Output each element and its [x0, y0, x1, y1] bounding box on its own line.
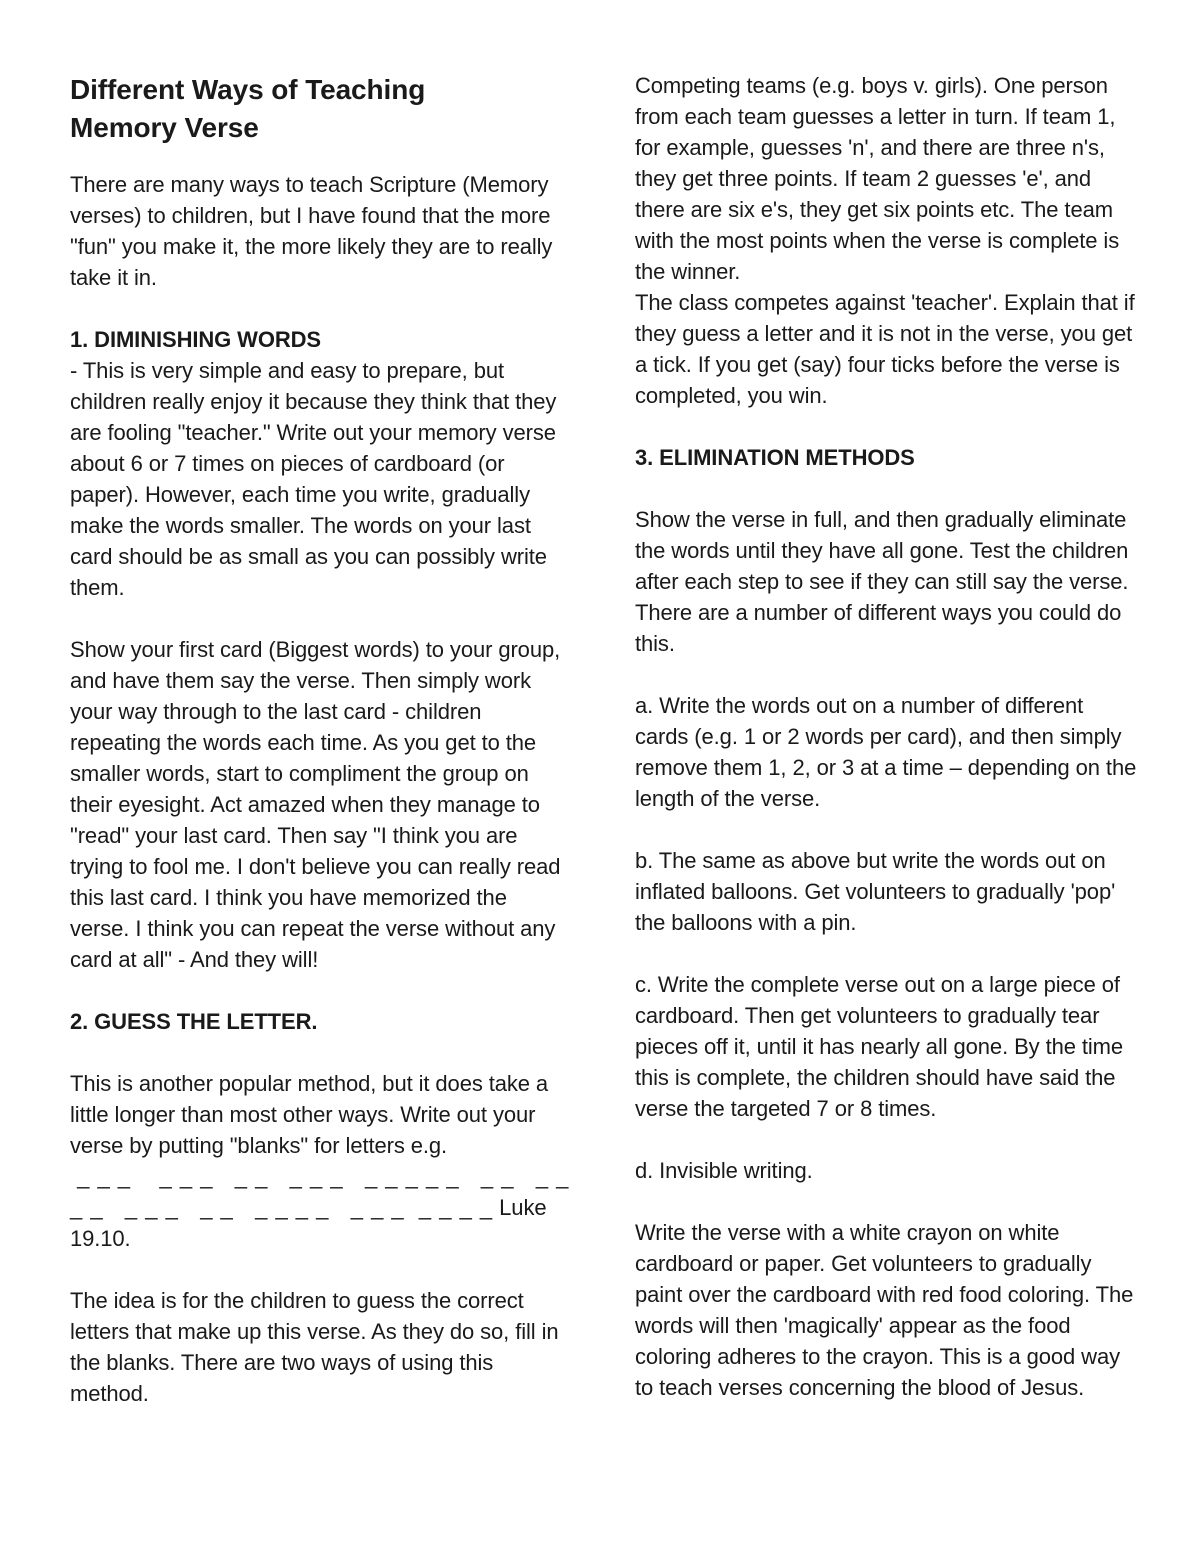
section-3-heading: 3. ELIMINATION METHODS	[635, 445, 915, 470]
blanks-line-2-row	[70, 1192, 570, 1223]
title-line-1: Different Ways of Teaching	[70, 74, 426, 105]
section-1-paragraph-1: - This is very simple and easy to prepare, but children really enjoy it because they think that they are fooling "teacher." Write out your memory verse about 6 or 7 times on pieces of cardboard (or paper). However, each time you write, gradually make the words smaller. The words on your last card should be as small as you can possibly write them.	[70, 358, 557, 600]
right-column	[635, 70, 1140, 1434]
section-2-paragraph-3: Competing teams (e.g. boys v. girls). One person from each team guesses a letter in turn. If team 1, for example, guesses 'n', and there are three n's, they get three points. If team 2 guesses 'e', and there are six e's, they get six points etc. The team with the most points when the verse is complete is the winner.	[635, 73, 1120, 284]
title-line-2: Memory Verse	[70, 112, 259, 143]
section-1-heading: 1. DIMINISHING WORDS	[70, 327, 322, 352]
page-title	[70, 70, 570, 147]
section-3-item-a: a. Write the words out on a number of different cards (e.g. 1 or 2 words per card), and then simply remove them 1, 2, or 3 at a time – depending on the length of the verse.	[635, 693, 1137, 811]
section-3-item-c: c. Write the complete verse out on a large piece of cardboard. Then get volunteers to gradually tear pieces off it, until it has nearly all gone. By the time this is complete, the children should have said the verse the targeted 7 or 8 times.	[635, 972, 1124, 1121]
section-3-paragraph-1: Show the verse in full, and then gradually eliminate the words until they have all gone. Test the children after each step to see if they can still say the verse. There are a number of different ways you could do this.	[635, 507, 1129, 656]
blank-letters-example	[70, 1161, 570, 1254]
section-2-paragraph-4: The class competes against 'teacher'. Explain that if they guess a letter and it is not in the verse, you get a tick. If you get (say) four ticks before the verse is completed, you win.	[635, 290, 1135, 408]
blanks-line-1: _ _ _ _ _ _ _ _ _ _ _ _ _ _ _ _ _ _ _ _	[70, 1164, 570, 1189]
verse-reference-chapter: 19.10.	[70, 1226, 131, 1251]
section-2-paragraph-2: The idea is for the children to guess the correct letters that make up this verse. As they do so, fill in the blanks. There are two ways of using this method.	[70, 1288, 559, 1406]
section-2-paragraph-1: This is another popular method, but it does take a little longer than most other ways. Write out your verse by putting "blanks" for letters e.g.	[70, 1071, 549, 1158]
section-3-item-d-text: Write the verse with a white crayon on white cardboard or paper. Get volunteers to gradually paint over the cardboard with red food coloring. The words will then 'magically' appear as the food coloring adheres to the crayon. This is a good way to teach verses concerning the blood of Jesus.	[635, 1220, 1134, 1400]
left-column	[70, 70, 570, 1440]
intro-paragraph: There are many ways to teach Scripture (Memory verses) to children, but I have found that the more "fun" you make it, the more likely they are to really take it in.	[70, 172, 553, 290]
section-3-item-b: b. The same as above but write the words out on inflated balloons. Get volunteers to gradually 'pop' the balloons with a pin.	[635, 848, 1116, 935]
blanks-line-2: _ _ _ _ _ _ _ _ _ _ _ _ _ _ _ _ _ _	[70, 1195, 494, 1220]
section-3-item-d: d. Invisible writing.	[635, 1158, 813, 1183]
verse-reference-book: Luke	[499, 1195, 547, 1220]
section-2-heading: 2. GUESS THE LETTER.	[70, 1009, 318, 1034]
section-1-paragraph-2: Show your first card (Biggest words) to your group, and have them say the verse. Then simply work your way through to the last card - children repeating the words each time. As you get to the smaller words, start to compliment the group on their eyesight. Act amazed when they manage to "read" your last card. Then say "I think you are trying to fool me. I don't believe you can really read this last card. I think you have memorized the verse. I think you can repeat the verse without any card at all" - And they will!	[70, 637, 561, 972]
